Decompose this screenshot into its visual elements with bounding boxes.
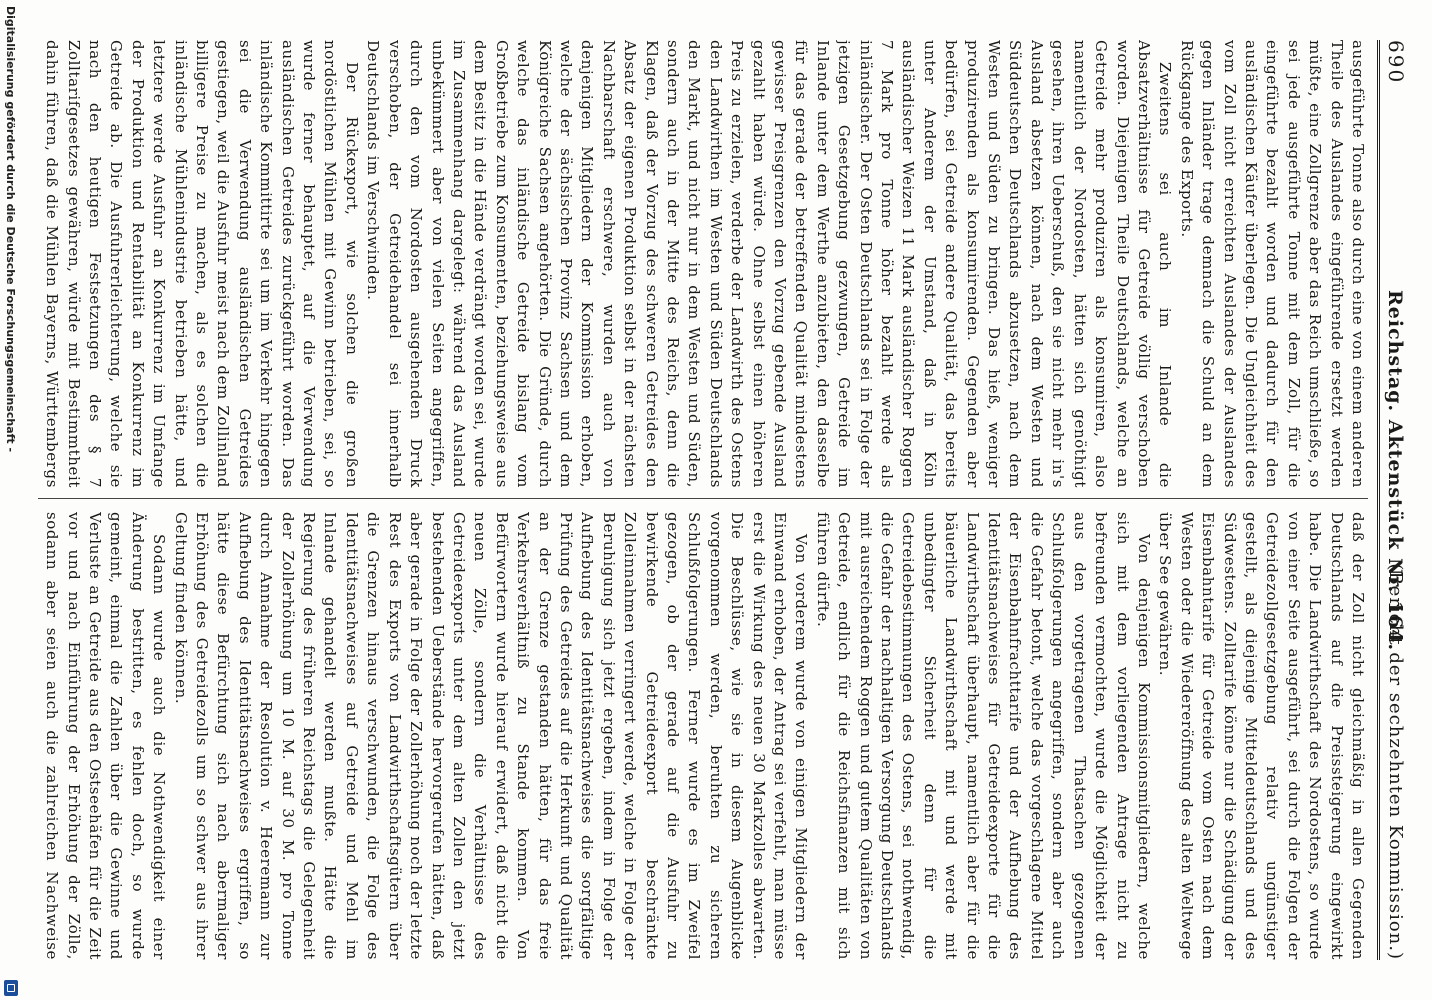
paragraph: Von denjenigen Kommissionsmitgliedern, welche sich mit dem vorliegenden Antrage nicht zu befreunden vermochten, wurde die Möglichkeit der aus den vorgetragenen Thatsachen gezogenen Schlußfolgerungen angegriffen, sondern aber auch die Gefahr betont, welche das vorgeschlagene Mittel der Eisenbahnfrachttarife und der Aufhebung des Identitätsnachweises für Getreideexporte für die Landwirthschaft überhaupt, namentlich aber für die bäuerliche Landwirthschaft mit und werde mit unbedingter Sicherheit denn für die Getreidebestimmungen des Ostens, sei nothwendig, die Gefahr der nachhaltigen Versorgung Deutschlands mit ausreichendem Roggen und gutem Qualitäten von Getreide, endlich für die Reichsfinanzen mit sich führen dürfte. xyxy=(813,512,1153,960)
paragraph: ausgeführte Tonne also durch eine von einem anderen Theile des Auslandes eingeführende ersetzt werden müßte, eine Zollgrenze aber das Reich umschließe, so sei jede ausgeführte Tonne mit dem Zoll, für die eingeführte bezahlt worden und dadurch für den ausländischen Käufer überlegen. Die Ungleichheit des vom Zoll nicht erreichten Auslandes der Auslandes gegen Inländer trage demnach die Schuld an dem Rückgange des Exports. xyxy=(1177,40,1367,488)
column-divider xyxy=(38,498,1368,499)
digitization-credit: Digitalisierung gefördert durch die Deutsche Forschungsgemeinschaft - xyxy=(4,6,17,453)
dfg-logo-icon xyxy=(4,980,18,996)
page-header xyxy=(1377,40,1410,960)
paragraph: Der Rückexport, wie solchen die großen nordöstlichen Mühlen mit Gewinn betrieben, sei, so wurde ferner behauptet, auf die Verwendung ausländischen Getreides zurückgeführt worden. Das inländische Kommittirte sei um im Verkehr hingegen sei die Verwendung ausländischen Getreides gestiegen, weil die Ausfuhr meist nach dem Zollinland billigere Preise zu machen, als es solchen die inländische Mühlenindustrie betrieben hätte, und letztere werde Ausfuhr an Konkurrenz im Umfange der Produktion und Rentabilität an Konkurrenz im Getreide ab. Die Ausfuhrerleichterung, welche sie nach den heutigen Festsetzungen des § 7 Zolltarifgesetzes gewähren, würde mit Bestimmtheit dahin führen, daß die Mühlen Bayerns, Württembergs xyxy=(43,40,361,488)
header-subtitle: (Bericht der sechzehnten Kommission.) xyxy=(1385,563,1406,960)
page-number: 690 xyxy=(1384,40,1408,85)
paragraph: Sodann wurde auch die Nothwendigkeit einer Änderung bestritten, es fehlen doch, so wurde gemeint, einmal die Zahlen über die Gewinne und Verluste an Getreide aus den Ostseehäfen für die Zeit vor und nach Einführung der Erhöhung der Zölle, sodann aber seien auch die zahlreichen Nachweise xyxy=(43,512,169,960)
header-title: Reichstag. Aktenstück Nr. 164. xyxy=(1384,290,1406,652)
paragraph: daß der Zoll nicht gleichmäßig in allen Gegenden Deutschlands auf die Preissteigerung eingewirkt habe. Die Landwirthschaft des Nordostens, so wurde von einer Seite ausgeführt, sei durch die Folgen der Getreidezollgesetzgebung relativ ungünstiger gestellt, als diejenige Mitteldeutschlands und des Südwestens. Zolltarife könne nur die Schädigung der Eisenbahntarife für Getreide vom Osten nach dem Westen oder die Wiedereröffnung des alten Weltwege über See gewähren. xyxy=(1156,512,1367,960)
right-text-column xyxy=(38,512,1368,960)
left-text-column xyxy=(38,40,1368,488)
paragraph: Von vorderem wurde von einigen Mitgliedern der Einwand erhoben, der Antrag sei verfehlt, man müsse erst die Wirkung des neuen 30 Markzolles abwarten. Die Beschlüsse, wie sie in diesem Augenblicke vorgenommen werden, beruhten zu sicheren Schlußfolgerungen. Ferner wurde es im Zweifel gezogen, ob der gerade auf die Ausfuhr zu bewirkende Getreideexport beschränkte Zolleinnahmen verringert werde, welche in Folge der Beruhigung sich jetzt ergeben, indem in Folge der Aufhebung des Identitätsnachweises die sorgfältige Prüfung des Getreides auf die Herkunft und Qualität an der Grenze gestanden hätten, für das freie Verkehrsverhältniß zu Stande kommen. Von Befürwortern wurde hierauf erwidert, daß nicht die neuen Zölle, sondern die Verhältnisse des Getreideexports unter dem alten Zollen den jetzt bestehenden Ueberstände hervorgerufen hätten, daß aber gerade in Folge der Zollerhöhung noch der letzte Rest des Exports von Landwirthschaftsgütern über die Grenzen hinaus verschwunden, die Folge des Identitätsnachweises auf Getreide und Mehl im Inlande gehandelt werden mußte. Hätte die Regierung des früheren Reichstags die Gelegenheit der Zollerhöhung um 10 M. auf 30 M. pro Tonne durch Annahme der Resolution v. Heeremann zur Aufhebung des Identitätsnachweises ergriffen, so hätte diese Befürchtung sich nach abermaliger Erhöhung des Getreidezolls um so schwer aus ihrer Geltung finden können. xyxy=(171,512,811,960)
paragraph: Zweitens sei auch im Inlande die Absatzverhältnisse für Getreide völlig verschoben worden. Diejenigen Theile Deutschlands, welche an Getreide mehr produziren als konsumiren, also namentlich der Nordosten, hätten sich genöthigt gesehen, ihren Ueberschuß, den sie nicht mehr in's Ausland absetzen können, nach dem Westen und Süddeutschen Deutschlands abzusetzen, nach dem Westen und Süden zu bringen. Das hieß, weniger produzirenden als konsumirenden. Gegenden aber bedürfen, sei Getreide andere Qualität, das bereits unter Anderem der Umstand, daß in Köln ausländischer Weizen 11 Mark ausländischer Roggen 7 Mark pro Tonne höher bezahlt werde als inländischer. Der Osten Deutschlands sei in Folge der jetzigen Gesetzgebung gezwungen, Getreide im Inlande unter dem Werthe anzubieten, den dasselbe für das gerade der betreffenden Qualität mindestens gewisser Preisgrenzen den Vorzug gebende Ausland gezahlt haben würde. Ohne selbst einen höheren Preis zu erzielen, verderbe der Landwirth des Ostens den Landwirthen im Westen und Süden Deutschlands den Markt, und nicht nur in dem Westen und Süden, sondern auch in der Mitte des Reichs, denn die Klagen, daß der Vorzug des schweren Getreides den Absatz der eigenen Produktion selbst in der nächsten Nachbarschaft erschwere, wurden auch von denjenigen Mitgliedern der Kommission erhoben, welche der sächsischen Provinz Sachsen und dem Königreiche Sachsen angehörten. Die Gründe, durch welche das inländische Getreide bislang vom Großbetriebe zum Konsumenten, beziehungsweise aus dem Besitz in die Hände verdrängt worden sei, wurde im Zusammenhang dargelegt: während das Ausland unbekümmert aber von vielen Seiten angegriffen, durch den vom Nordosten ausgehenden Druck verschoben, der Getreidehandel sei innerhalb Deutschlands im Verschwinden. xyxy=(364,40,1175,488)
